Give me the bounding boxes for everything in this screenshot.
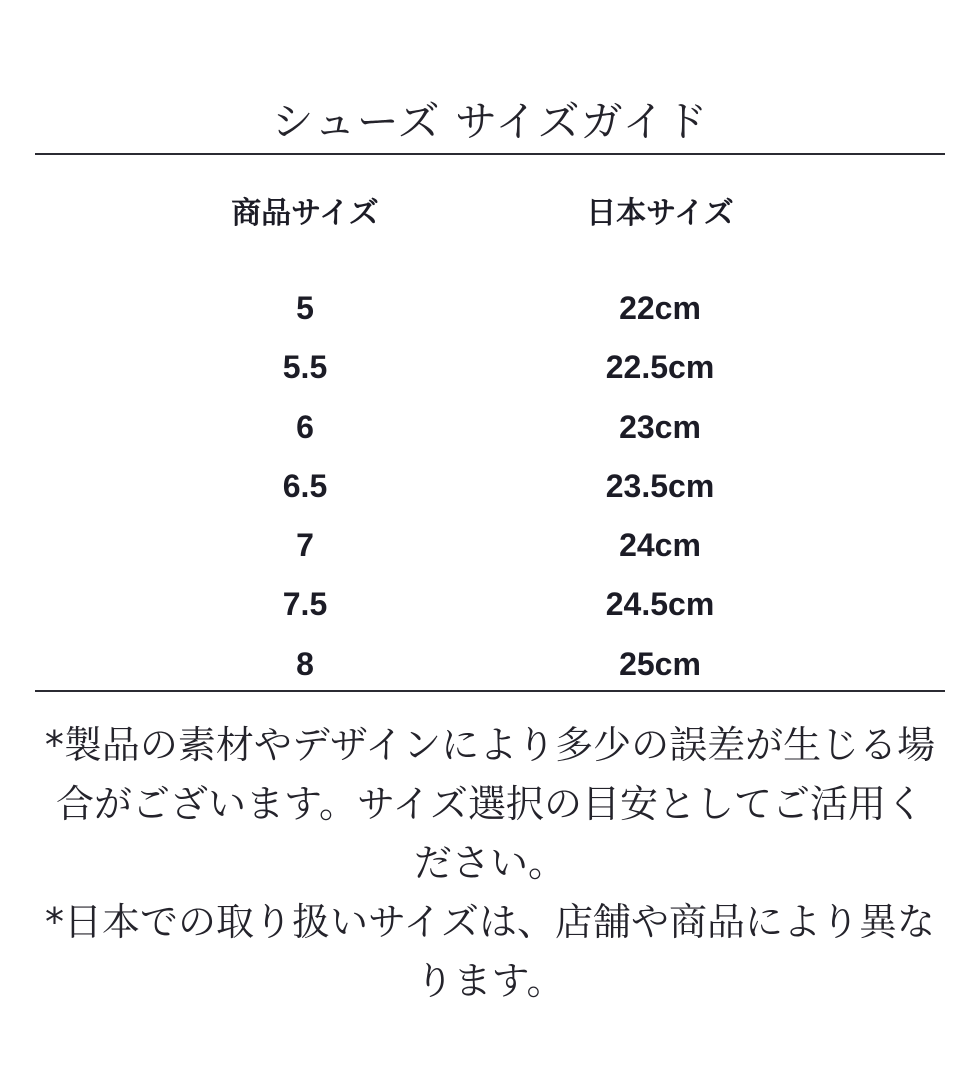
header-product-size: 商品サイズ — [231, 196, 379, 231]
japan-size-cell: 22cm — [619, 290, 701, 326]
size-table — [0, 280, 980, 695]
product-size-cell: 7 — [296, 527, 314, 564]
japan-size-cell: 25cm — [619, 645, 701, 682]
japan-size-cell: 23cm — [619, 408, 701, 445]
table-row — [0, 517, 980, 576]
page-title: シューズ サイズガイド — [271, 97, 709, 147]
table-row — [0, 636, 980, 695]
header-japan-size: 日本サイズ — [586, 196, 734, 231]
product-size-cell: 7.5 — [282, 586, 328, 623]
japan-size-cell: 23.5cm — [605, 467, 715, 504]
product-size-cell: 8 — [296, 645, 314, 682]
product-size-cell: 5 — [296, 290, 314, 326]
table-row — [0, 576, 980, 635]
japan-size-cell: 24cm — [619, 527, 701, 564]
product-size-cell: 6 — [296, 408, 314, 445]
note-japan-availability: *日本での取り扱いサイズは、店舗や商品により異なります。 — [45, 900, 935, 1003]
japan-size-cell: 24.5cm — [605, 586, 715, 623]
notes — [40, 716, 940, 1011]
table-row — [0, 399, 980, 458]
table-row — [0, 458, 980, 517]
table-row — [0, 339, 980, 398]
product-size-cell: 6.5 — [282, 467, 328, 504]
japan-size-cell: 22.5cm — [605, 349, 715, 386]
note-tolerance: *製品の素材やデザインにより多少の誤差が生じる場合がございます。サイズ選択の目安としてご活用ください。 — [44, 723, 936, 885]
table-row — [0, 280, 980, 339]
top-divider — [35, 153, 945, 155]
bottom-divider — [35, 690, 945, 692]
product-size-cell: 5.5 — [282, 349, 328, 386]
